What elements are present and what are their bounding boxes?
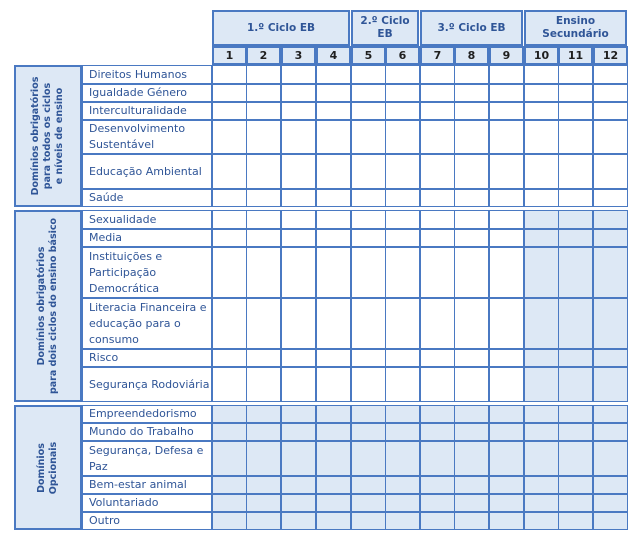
- grid-cell[interactable]: [420, 102, 455, 120]
- grid-cell[interactable]: [524, 154, 559, 189]
- grid-cell[interactable]: [593, 65, 628, 84]
- grid-cell[interactable]: [385, 154, 420, 189]
- grid-cell[interactable]: [558, 349, 593, 367]
- grid-cell[interactable]: [489, 229, 524, 247]
- grid-cell[interactable]: [558, 189, 593, 207]
- grid-cell[interactable]: [489, 367, 524, 402]
- grid-cell[interactable]: [524, 84, 559, 102]
- grid-cell[interactable]: [558, 298, 593, 349]
- grid-cell[interactable]: [420, 367, 455, 402]
- grid-cell[interactable]: [385, 349, 420, 367]
- grid-cell[interactable]: [246, 512, 281, 530]
- grid-cell[interactable]: [524, 423, 559, 441]
- grid-cell[interactable]: [281, 65, 316, 84]
- grid-cell[interactable]: [558, 512, 593, 530]
- grid-cell[interactable]: [454, 102, 489, 120]
- grid-cell[interactable]: [420, 349, 455, 367]
- grid-cell[interactable]: [593, 84, 628, 102]
- section-label-2: [14, 210, 82, 402]
- grid-cell[interactable]: [593, 476, 628, 494]
- grid-cell[interactable]: [316, 189, 351, 207]
- domain-row-label: Segurança, Defesa e Paz: [82, 441, 212, 476]
- grid-cell[interactable]: [281, 84, 316, 102]
- grid-cell[interactable]: [420, 247, 455, 298]
- grid-cell[interactable]: [558, 494, 593, 512]
- grid-cell[interactable]: [454, 349, 489, 367]
- domain-row-label: Sexualidade: [82, 210, 212, 229]
- grid-cell[interactable]: [558, 229, 593, 247]
- grid-cell[interactable]: [351, 494, 386, 512]
- grid-cell[interactable]: [593, 367, 628, 402]
- grid-cell[interactable]: [385, 210, 420, 229]
- grid-cell[interactable]: [593, 189, 628, 207]
- grid-cell[interactable]: [593, 247, 628, 298]
- grid-cell[interactable]: [246, 210, 281, 229]
- grid-cell[interactable]: [420, 512, 455, 530]
- grid-cell[interactable]: [351, 512, 386, 530]
- grid-cell[interactable]: [281, 494, 316, 512]
- grid-cell[interactable]: [316, 512, 351, 530]
- grid-cell[interactable]: [281, 154, 316, 189]
- grid-cell[interactable]: [489, 494, 524, 512]
- grid-cell[interactable]: [454, 512, 489, 530]
- grid-cell[interactable]: [351, 367, 386, 402]
- grid-cell[interactable]: [385, 65, 420, 84]
- grid-cell[interactable]: [316, 247, 351, 298]
- grid-cell[interactable]: [593, 423, 628, 441]
- grid-cell[interactable]: [385, 405, 420, 423]
- grid-cell[interactable]: [420, 298, 455, 349]
- grid-cell[interactable]: [316, 298, 351, 349]
- year-header-5: 5: [351, 46, 386, 65]
- grid-cell[interactable]: [316, 349, 351, 367]
- grid-cell[interactable]: [212, 367, 247, 402]
- grid-cell[interactable]: [385, 102, 420, 120]
- grid-cell[interactable]: [212, 210, 247, 229]
- grid-cell[interactable]: [593, 405, 628, 423]
- grid-cell[interactable]: [593, 441, 628, 476]
- grid-cell[interactable]: [316, 210, 351, 229]
- grid-cell[interactable]: [558, 247, 593, 298]
- grid-cell[interactable]: [246, 423, 281, 441]
- grid-cell[interactable]: [524, 298, 559, 349]
- domain-row-label: Empreendedorismo: [82, 405, 212, 423]
- grid-cell[interactable]: [281, 349, 316, 367]
- grid-cell[interactable]: [246, 102, 281, 120]
- grid-cell[interactable]: [246, 405, 281, 423]
- grid-cell[interactable]: [489, 441, 524, 476]
- grid-cell[interactable]: [454, 120, 489, 154]
- grid-cell[interactable]: [454, 229, 489, 247]
- domain-row-label: Interculturalidade: [82, 102, 212, 120]
- year-header-9: 9: [489, 46, 524, 65]
- grid-cell[interactable]: [316, 120, 351, 154]
- grid-cell[interactable]: [246, 441, 281, 476]
- year-header-3: 3: [281, 46, 316, 65]
- grid-cell[interactable]: [316, 102, 351, 120]
- grid-cell[interactable]: [212, 189, 247, 207]
- section-label-line: Domínios: [36, 442, 47, 493]
- grid-cell[interactable]: [454, 367, 489, 402]
- grid-cell[interactable]: [316, 476, 351, 494]
- grid-cell[interactable]: [454, 476, 489, 494]
- grid-cell[interactable]: [212, 102, 247, 120]
- grid-cell[interactable]: [351, 189, 386, 207]
- grid-cell[interactable]: [246, 476, 281, 494]
- grid-cell[interactable]: [454, 65, 489, 84]
- grid-cell[interactable]: [281, 423, 316, 441]
- grid-cell[interactable]: [420, 476, 455, 494]
- grid-cell[interactable]: [593, 349, 628, 367]
- grid-cell[interactable]: [524, 494, 559, 512]
- grid-cell[interactable]: [420, 494, 455, 512]
- domain-row-label: Media: [82, 229, 212, 247]
- grid-cell[interactable]: [385, 512, 420, 530]
- domain-row-label: Direitos Humanos: [82, 65, 212, 84]
- grid-cell[interactable]: [385, 229, 420, 247]
- section-label-line: Opcionais: [48, 441, 59, 494]
- grid-cell[interactable]: [351, 84, 386, 102]
- domain-row-label: Segurança Rodoviária: [82, 367, 212, 402]
- grid-cell[interactable]: [246, 189, 281, 207]
- domain-row-label: Mundo do Trabalho: [82, 423, 212, 441]
- grid-cell[interactable]: [454, 247, 489, 298]
- grid-cell[interactable]: [593, 494, 628, 512]
- year-header-8: 8: [454, 46, 489, 65]
- section-label-line: e níveis de ensino: [54, 87, 65, 185]
- section-label-line: Domínios obrigatórios: [30, 76, 41, 196]
- grid-cell[interactable]: [351, 65, 386, 84]
- year-header-4: 4: [316, 46, 351, 65]
- grid-cell[interactable]: [524, 405, 559, 423]
- grid-cell[interactable]: [524, 229, 559, 247]
- grid-cell[interactable]: [316, 405, 351, 423]
- grid-cell[interactable]: [351, 120, 386, 154]
- grid-cell[interactable]: [351, 210, 386, 229]
- grid-cell[interactable]: [524, 189, 559, 207]
- cycle-header-4: Ensino Secundário: [524, 10, 627, 46]
- grid-cell[interactable]: [454, 494, 489, 512]
- grid-cell[interactable]: [489, 210, 524, 229]
- grid-cell[interactable]: [246, 84, 281, 102]
- grid-cell[interactable]: [558, 120, 593, 154]
- year-header-12: 12: [593, 46, 628, 65]
- grid-cell[interactable]: [316, 84, 351, 102]
- grid-cell[interactable]: [212, 154, 247, 189]
- grid-cell[interactable]: [558, 441, 593, 476]
- grid-cell[interactable]: [351, 476, 386, 494]
- grid-cell[interactable]: [593, 229, 628, 247]
- grid-cell[interactable]: [316, 367, 351, 402]
- grid-cell[interactable]: [420, 405, 455, 423]
- grid-cell[interactable]: [524, 512, 559, 530]
- grid-cell[interactable]: [454, 441, 489, 476]
- grid-cell[interactable]: [420, 154, 455, 189]
- year-header-1: 1: [212, 46, 247, 65]
- cycle-header-1: 1.º Ciclo EB: [212, 10, 350, 46]
- domain-row-label: Outro: [82, 512, 212, 530]
- grid-cell[interactable]: [524, 102, 559, 120]
- grid-cell[interactable]: [385, 189, 420, 207]
- grid-cell[interactable]: [489, 247, 524, 298]
- grid-cell[interactable]: [316, 65, 351, 84]
- cycle-header-2: 2.º Ciclo EB: [351, 10, 419, 46]
- grid-cell[interactable]: [212, 247, 247, 298]
- grid-cell[interactable]: [558, 405, 593, 423]
- domain-row-label: Literacia Financeira e educação para o consumo: [82, 298, 212, 349]
- grid-cell[interactable]: [281, 298, 316, 349]
- grid-cell[interactable]: [385, 298, 420, 349]
- grid-cell[interactable]: [420, 423, 455, 441]
- grid-cell[interactable]: [489, 102, 524, 120]
- grid-cell[interactable]: [351, 247, 386, 298]
- grid-cell[interactable]: [246, 247, 281, 298]
- grid-cell[interactable]: [281, 247, 316, 298]
- grid-cell[interactable]: [558, 65, 593, 84]
- grid-cell[interactable]: [558, 476, 593, 494]
- grid-cell[interactable]: [489, 84, 524, 102]
- grid-cell[interactable]: [281, 441, 316, 476]
- grid-cell[interactable]: [212, 349, 247, 367]
- domain-row-label: Educação Ambiental: [82, 154, 212, 189]
- section-label-line: Domínios obrigatórios: [36, 246, 47, 366]
- grid-cell[interactable]: [212, 84, 247, 102]
- grid-cell[interactable]: [558, 423, 593, 441]
- grid-cell[interactable]: [246, 367, 281, 402]
- grid-cell[interactable]: [385, 120, 420, 154]
- domain-row-label: Instituições e Participação Democrática: [82, 247, 212, 298]
- grid-cell[interactable]: [524, 441, 559, 476]
- grid-cell[interactable]: [454, 189, 489, 207]
- year-header-11: 11: [558, 46, 593, 65]
- grid-cell[interactable]: [351, 423, 386, 441]
- grid-cell[interactable]: [246, 154, 281, 189]
- grid-cell[interactable]: [246, 120, 281, 154]
- grid-cell[interactable]: [316, 154, 351, 189]
- grid-cell[interactable]: [246, 65, 281, 84]
- grid-cell[interactable]: [420, 120, 455, 154]
- grid-cell[interactable]: [385, 247, 420, 298]
- grid-cell[interactable]: [246, 349, 281, 367]
- grid-cell[interactable]: [489, 512, 524, 530]
- grid-cell[interactable]: [558, 84, 593, 102]
- domain-row-label: Igualdade Género: [82, 84, 212, 102]
- grid-cell[interactable]: [593, 298, 628, 349]
- grid-cell[interactable]: [316, 229, 351, 247]
- grid-cell[interactable]: [351, 102, 386, 120]
- grid-cell[interactable]: [420, 84, 455, 102]
- grid-cell[interactable]: [351, 298, 386, 349]
- year-header-7: 7: [420, 46, 455, 65]
- grid-cell[interactable]: [351, 154, 386, 189]
- grid-cell[interactable]: [212, 405, 247, 423]
- domain-row-label: Voluntariado: [82, 494, 212, 512]
- grid-cell[interactable]: [420, 210, 455, 229]
- grid-cell[interactable]: [212, 512, 247, 530]
- grid-cell[interactable]: [420, 189, 455, 207]
- grid-cell[interactable]: [281, 405, 316, 423]
- section-label-text: [30, 77, 66, 196]
- year-header-2: 2: [246, 46, 281, 65]
- grid-cell[interactable]: [420, 441, 455, 476]
- section-label-line: para todos os ciclos: [42, 82, 53, 190]
- grid-cell[interactable]: [212, 120, 247, 154]
- grid-cell[interactable]: [489, 476, 524, 494]
- section-label-3: [14, 405, 82, 530]
- section-label-text: [36, 218, 60, 394]
- grid-cell[interactable]: [351, 349, 386, 367]
- domain-row-label: Bem-estar animal: [82, 476, 212, 494]
- grid-cell[interactable]: [281, 189, 316, 207]
- grid-cell[interactable]: [351, 229, 386, 247]
- grid-cell[interactable]: [524, 247, 559, 298]
- grid-cell[interactable]: [246, 229, 281, 247]
- grid-cell[interactable]: [212, 441, 247, 476]
- grid-cell[interactable]: [454, 423, 489, 441]
- grid-cell[interactable]: [420, 65, 455, 84]
- grid-cell[interactable]: [454, 210, 489, 229]
- grid-cell[interactable]: [281, 229, 316, 247]
- grid-cell[interactable]: [593, 210, 628, 229]
- grid-cell[interactable]: [489, 349, 524, 367]
- domain-row-label: Risco: [82, 349, 212, 367]
- grid-cell[interactable]: [524, 476, 559, 494]
- grid-cell[interactable]: [385, 441, 420, 476]
- grid-cell[interactable]: [316, 494, 351, 512]
- grid-cell[interactable]: [593, 102, 628, 120]
- grid-cell[interactable]: [281, 102, 316, 120]
- grid-cell[interactable]: [212, 476, 247, 494]
- grid-cell[interactable]: [454, 298, 489, 349]
- grid-cell[interactable]: [524, 210, 559, 229]
- section-label-text: [36, 441, 60, 493]
- grid-cell[interactable]: [351, 441, 386, 476]
- grid-cell[interactable]: [385, 494, 420, 512]
- grid-cell[interactable]: [558, 210, 593, 229]
- section-label-1: [14, 65, 82, 207]
- grid-cell[interactable]: [489, 154, 524, 189]
- grid-cell[interactable]: [385, 367, 420, 402]
- grid-cell[interactable]: [420, 229, 455, 247]
- grid-cell[interactable]: [524, 349, 559, 367]
- grid-cell[interactable]: [385, 423, 420, 441]
- grid-cell[interactable]: [281, 476, 316, 494]
- year-header-6: 6: [385, 46, 420, 65]
- grid-cell[interactable]: [524, 65, 559, 84]
- domain-row-label: Saúde: [82, 189, 212, 207]
- grid-cell[interactable]: [351, 405, 386, 423]
- grid-cell[interactable]: [385, 476, 420, 494]
- grid-cell[interactable]: [593, 120, 628, 154]
- grid-cell[interactable]: [489, 189, 524, 207]
- grid-cell[interactable]: [281, 210, 316, 229]
- grid-cell[interactable]: [212, 423, 247, 441]
- cycle-header-3: 3.º Ciclo EB: [420, 10, 523, 46]
- section-label-line: para dois ciclos do ensino básico: [48, 217, 59, 395]
- domain-row-label: Desenvolvimento Sustentável: [82, 120, 212, 154]
- grid-cell[interactable]: [489, 65, 524, 84]
- grid-cell[interactable]: [316, 441, 351, 476]
- grid-cell[interactable]: [281, 512, 316, 530]
- grid-cell[interactable]: [454, 405, 489, 423]
- grid-cell[interactable]: [385, 84, 420, 102]
- grid-cell[interactable]: [558, 367, 593, 402]
- grid-cell[interactable]: [454, 154, 489, 189]
- grid-cell[interactable]: [281, 367, 316, 402]
- grid-cell[interactable]: [212, 298, 247, 349]
- grid-cell[interactable]: [593, 512, 628, 530]
- grid-cell[interactable]: [212, 65, 247, 84]
- grid-cell[interactable]: [246, 494, 281, 512]
- grid-cell[interactable]: [558, 154, 593, 189]
- grid-cell[interactable]: [489, 298, 524, 349]
- year-header-10: 10: [524, 46, 559, 65]
- grid-cell[interactable]: [524, 120, 559, 154]
- grid-cell[interactable]: [558, 102, 593, 120]
- grid-cell[interactable]: [489, 405, 524, 423]
- grid-cell[interactable]: [489, 423, 524, 441]
- grid-cell[interactable]: [281, 120, 316, 154]
- grid-cell[interactable]: [454, 84, 489, 102]
- grid-cell[interactable]: [212, 229, 247, 247]
- grid-cell[interactable]: [524, 367, 559, 402]
- grid-cell[interactable]: [212, 494, 247, 512]
- grid-cell[interactable]: [593, 154, 628, 189]
- grid-cell[interactable]: [489, 120, 524, 154]
- grid-cell[interactable]: [316, 423, 351, 441]
- grid-cell[interactable]: [246, 298, 281, 349]
